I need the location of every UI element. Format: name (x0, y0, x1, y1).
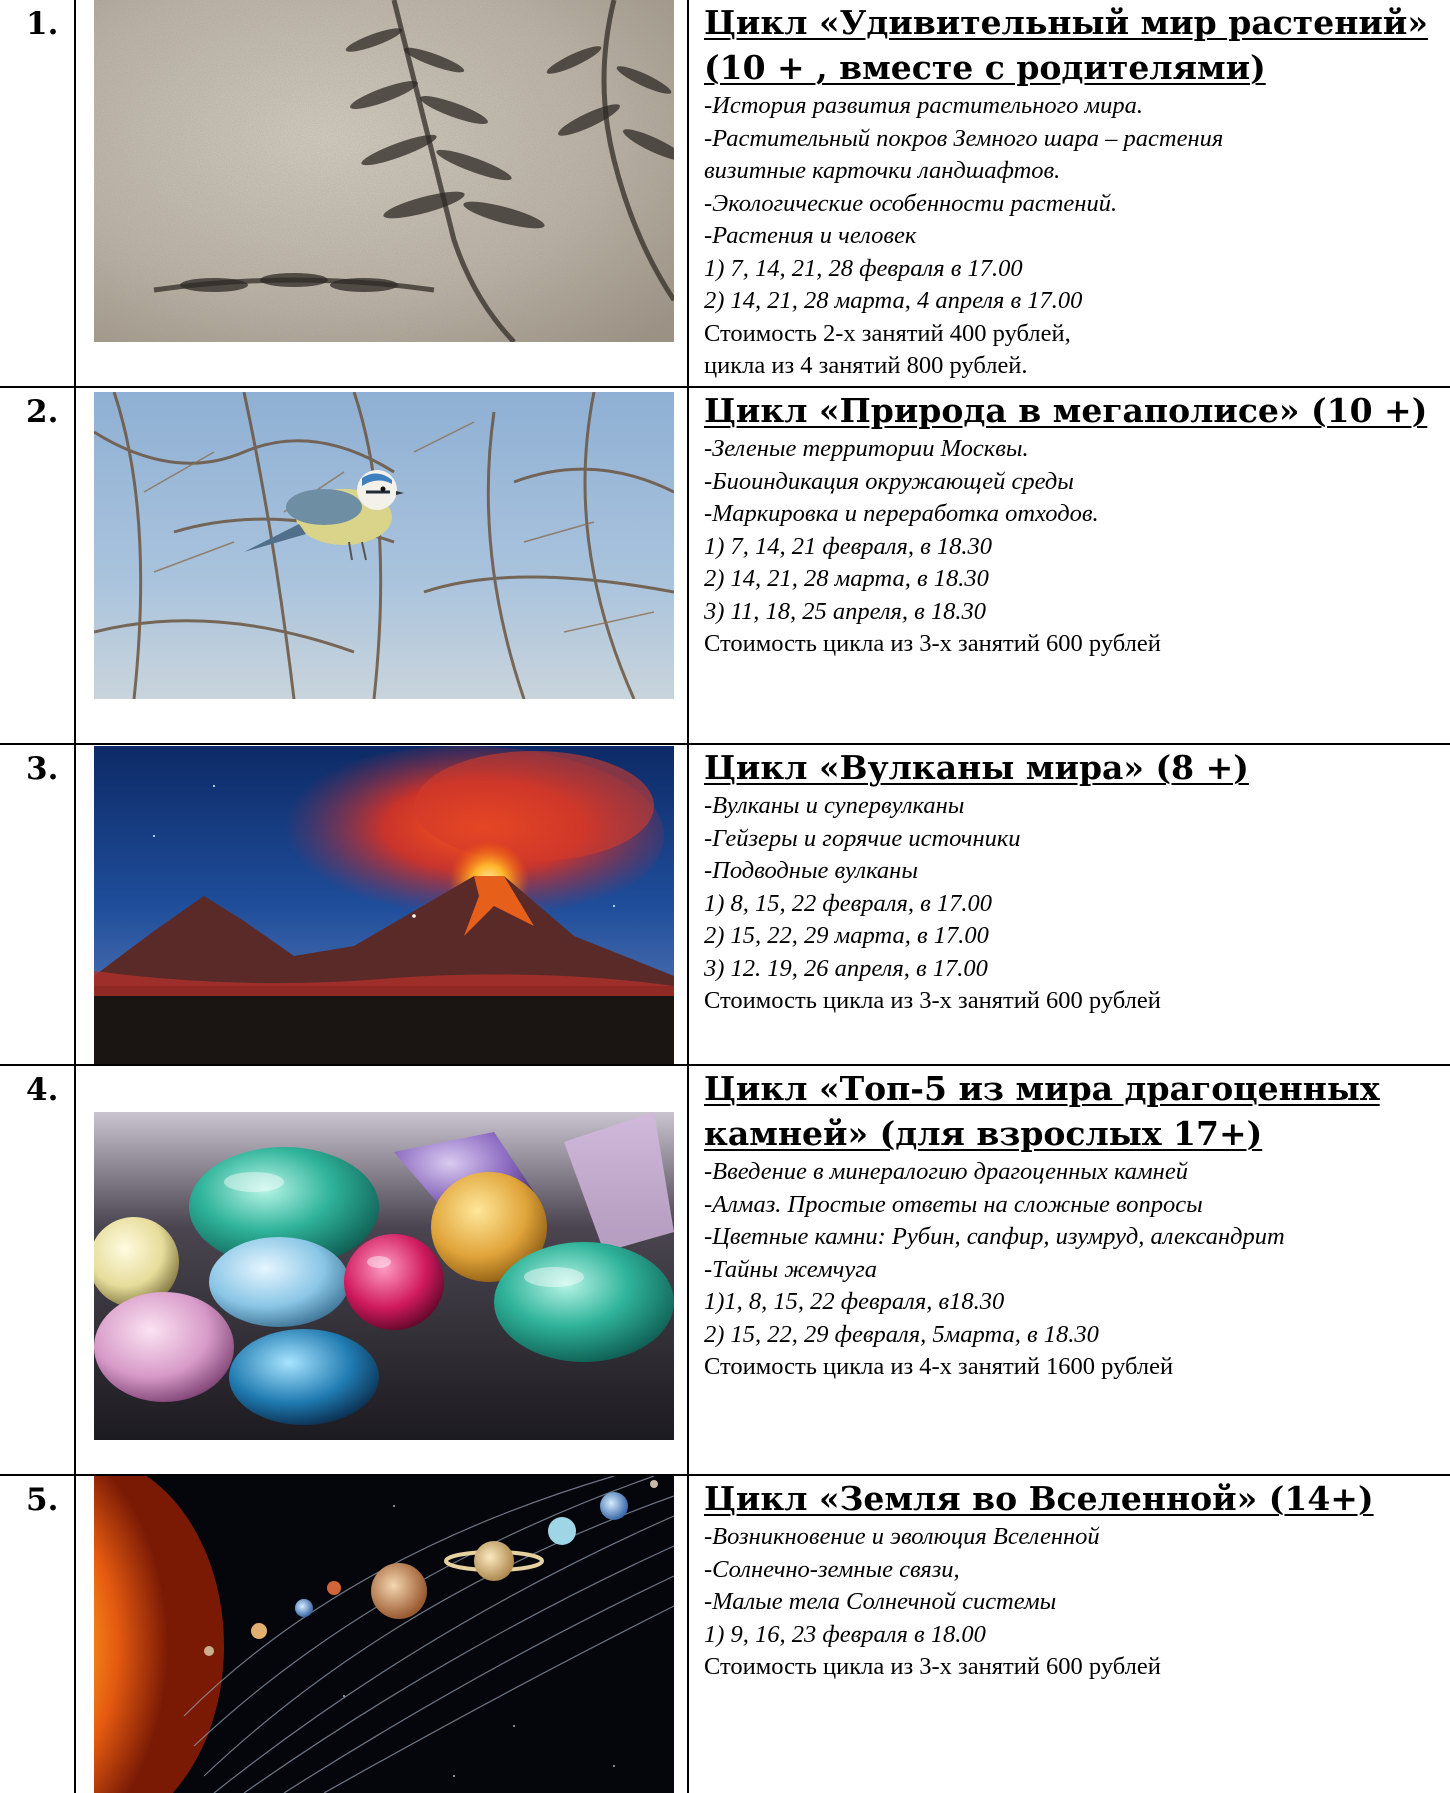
schedule-item: 3) 12. 19, 26 апреля, в 17.00 (704, 954, 988, 982)
cycle-description (704, 1066, 1434, 1384)
price-text: Стоимость цикла из 3-х занятий 600 рублей (704, 630, 1161, 657)
schedule-item: 1) 7, 14, 21, 28 февраля в 17.00 (704, 254, 1023, 282)
schedule-item: 1) 8, 15, 22 февраля, в 17.00 (704, 889, 993, 917)
topic-item: -Возникновение и эволюция Вселенной (704, 1523, 1100, 1550)
cycle-description (704, 745, 1434, 1018)
topic-item: -История развития растительного мира. (704, 92, 1144, 119)
topic-item: -Растения и человек (704, 222, 917, 249)
gemstones-photo (94, 1112, 674, 1440)
solar-system-photo (94, 1476, 674, 1793)
cycle-title: камней» (для взрослых 17+) (704, 1114, 1263, 1153)
schedule-item: 1) 9, 16, 23 февраля в 18.00 (704, 1620, 986, 1648)
topic-item: -Гейзеры и горячие источники (704, 824, 1021, 852)
schedule-item: 2) 14, 21, 28 марта, в 18.30 (704, 565, 989, 592)
cycle-title: (10 + , вместе с родителями) (704, 48, 1266, 87)
cycle-description (704, 0, 1434, 383)
schedule-item: 2) 15, 22, 29 февраля, 5марта, в 18.30 (704, 1320, 1099, 1348)
price-text: Стоимость цикла из 4-х занятий 1600 рублей (704, 1353, 1174, 1380)
price-text: цикла из 4 занятий 800 рублей. (704, 352, 1028, 379)
row-number: 3. (26, 751, 59, 787)
cycle-title: Цикл «Вулканы мира» (8 +) (704, 748, 1249, 787)
column-divider (687, 0, 689, 1793)
topic-item: -Малые тела Солнечной системы (704, 1588, 1057, 1615)
cycle-title: Цикл «Земля во Вселенной» (14+) (704, 1479, 1374, 1518)
cycle-title: Цикл «Природа в мегаполисе» (10 +) (704, 391, 1428, 430)
topic-item: -Введение в минералогию драгоценных камней (704, 1158, 1188, 1185)
cycle-description (704, 388, 1434, 661)
row-number: 5. (26, 1482, 59, 1518)
blue-tit-bird-photo (94, 392, 674, 699)
topic-item: -Маркировка и переработка отходов. (704, 500, 1099, 527)
cycle-title: Цикл «Топ-5 из мира драгоценных (704, 1069, 1380, 1108)
price-text: Стоимость цикла из 3-х занятий 600 рублей (704, 987, 1161, 1014)
topic-item: -Растительный покров Земного шара – растения (704, 124, 1224, 152)
topic-item: -Подводные вулканы (704, 857, 918, 884)
cycle-description (704, 1476, 1434, 1684)
topic-item: -Экологические особенности растений. (704, 189, 1118, 217)
topic-item: -Солнечно-земные связи, (704, 1555, 960, 1583)
row-number: 2. (26, 394, 59, 430)
topic-item: визитные карточки ландшафтов. (704, 157, 1061, 184)
schedule-item: 3) 11, 18, 25 апреля, в 18.30 (704, 597, 987, 625)
row-number: 4. (26, 1072, 59, 1108)
topic-item: -Биоиндикация окружающей среды (704, 467, 1074, 495)
cycle-title: Цикл «Удивительный мир растений» (704, 3, 1428, 42)
topic-item: -Цветные камни: Рубин, сапфир, изумруд, александрит (704, 1223, 1285, 1250)
volcano-photo (94, 746, 674, 1064)
topic-item: -Тайны жемчуга (704, 1255, 878, 1283)
schedule-item: 1)1, 8, 15, 22 февраля, в18.30 (704, 1288, 1005, 1315)
price-text: Стоимость 2-х занятий 400 рублей, (704, 319, 1071, 347)
topic-item: -Зеленые территории Москвы. (704, 435, 1029, 462)
column-divider (74, 0, 76, 1793)
price-text: Стоимость цикла из 3-х занятий 600 рублей (704, 1653, 1161, 1680)
row-number: 1. (26, 6, 59, 42)
schedule-item: 2) 15, 22, 29 марта, в 17.00 (704, 922, 989, 949)
topic-item: -Вулканы и супервулканы (704, 792, 965, 819)
fern-fossil-photo (94, 0, 674, 342)
schedule-item: 1) 7, 14, 21 февраля, в 18.30 (704, 532, 993, 560)
schedule-item: 2) 14, 21, 28 марта, 4 апреля в 17.00 (704, 287, 1083, 314)
topic-item: -Алмаз. Простые ответы на сложные вопросы (704, 1190, 1203, 1218)
